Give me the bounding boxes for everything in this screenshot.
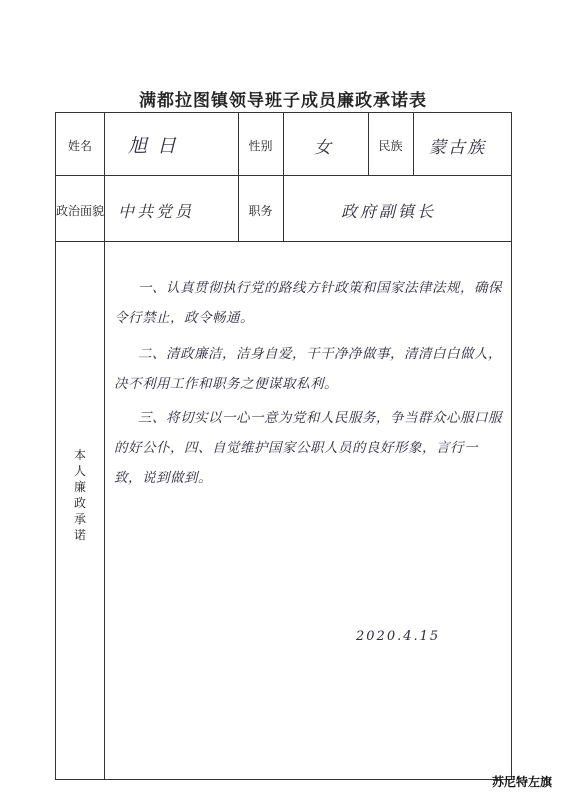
- political-status-label: 政治面貌: [56, 204, 105, 218]
- pledge-label-char: 承: [73, 512, 86, 526]
- issuer-label: 苏尼特左旗: [491, 775, 552, 789]
- pledge-label-char: 政: [73, 496, 86, 510]
- gender-label: 性别: [248, 139, 273, 153]
- column-divider: [283, 113, 284, 241]
- pledge-date: 2020.4.15: [356, 629, 441, 644]
- ethnicity-label: 民族: [378, 139, 403, 153]
- name-label: 姓名: [67, 139, 92, 153]
- gender-value: 女: [314, 138, 331, 158]
- column-divider: [238, 113, 239, 241]
- political-status-value: 中共党员: [118, 202, 195, 221]
- pledge-label-char: 人: [73, 464, 86, 478]
- position-value: 政府副镇长: [341, 202, 437, 221]
- pledge-paragraph-3: 三、将切实以一心一意为党和人民服务，争当群众心服口服的好公仆，四、自觉维护国家公职人员的良好形象，言行一致，说到做到。: [114, 410, 502, 486]
- pledge-label-char: 诺: [73, 528, 86, 542]
- pledge-label-char: 廉: [73, 480, 86, 494]
- position-label: 职务: [248, 204, 273, 218]
- column-divider: [413, 113, 414, 175]
- pledge-paragraph-2: 二、清政廉洁，洁身自爱，干干净净做事，清清白白做人，决不利用工作和职务之便谋取私利。: [114, 346, 502, 392]
- page-title: 满都拉图镇领导班子成员廉政承诺表: [139, 91, 427, 111]
- pledge-form: [55, 112, 512, 780]
- row-divider: [56, 241, 511, 242]
- pledge-label-char: 本: [73, 448, 86, 462]
- column-divider: [104, 113, 105, 779]
- name-value: 旭日: [128, 135, 187, 157]
- pledge-paragraph-1: 一、认真贯彻执行党的路线方针政策和国家法律法规，确保令行禁止，政令畅通。: [114, 280, 502, 326]
- ethnicity-value: 蒙古族: [429, 138, 486, 158]
- pledge-label: [56, 447, 104, 543]
